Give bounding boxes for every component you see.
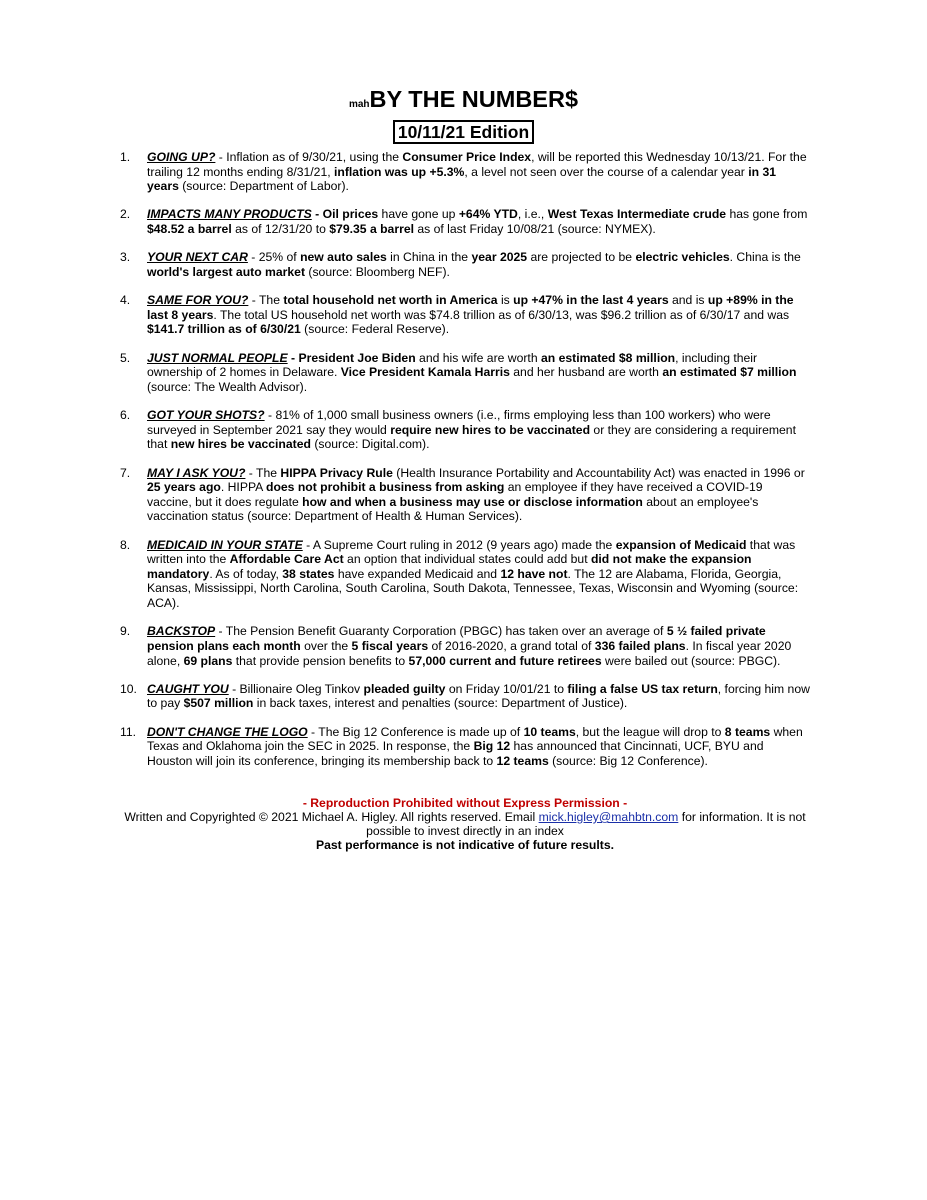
- item-heading: BACKSTOP: [147, 624, 216, 639]
- item-text-bold: up +47% in the last 4 years: [513, 293, 669, 308]
- item-text: as of last Friday 10/08/21 (source: NYMEX).: [413, 222, 656, 237]
- copyright-line: [120, 810, 810, 838]
- item-text: . China is the: [729, 250, 801, 265]
- item-text: an employee if they have received a COVID-19 vaccine, but it does regulate: [147, 480, 763, 509]
- item-text-bold: did not make the expansion mandatory: [147, 552, 752, 581]
- item-text-bold: 12 teams: [496, 753, 549, 768]
- item-text: - The: [248, 293, 284, 308]
- item-text-bold: filing a false US tax return: [567, 681, 718, 696]
- item-text: in China in the: [386, 250, 472, 265]
- copyright-suffix: for information. It is not possible to invest directly in an index: [366, 810, 806, 838]
- list-item: [120, 408, 810, 452]
- item-text-bold: 25 years ago: [147, 480, 221, 495]
- item-text-bold: President Joe Biden: [298, 350, 416, 365]
- item-text-bold: 5 ½ failed private pension plans each month: [147, 624, 766, 653]
- item-text-bold: 69 plans: [183, 653, 233, 668]
- item-text-bold: how and when a business may use or disclose information: [302, 494, 643, 509]
- item-text: , will be reported this Wednesday 10/13/21. For the trailing 12 months ending 8/31/21,: [147, 150, 807, 179]
- item-heading: CAUGHT YOU: [147, 681, 229, 696]
- item-text: in back taxes, interest and penalties (source: Department of Justice).: [253, 696, 628, 711]
- item-text-bold: 8 teams: [724, 724, 771, 739]
- item-heading: YOUR NEXT CAR: [147, 250, 248, 265]
- list-item: [120, 682, 810, 711]
- item-text: about an employee's vaccination status (source: Department of Health & Human Services).: [147, 494, 759, 524]
- item-text: - 81% of 1,000 small business owners (i.e., firms employing less than 100 workers) who were surveyed in September 2021 say they would: [147, 408, 771, 437]
- item-text-bold: total household net worth in America: [283, 293, 498, 308]
- item-number: 6.: [120, 408, 131, 423]
- item-number: 8.: [120, 537, 131, 552]
- item-text-bold: Oil prices: [322, 207, 379, 222]
- item-text: on Friday 10/01/21 to: [445, 681, 568, 696]
- item-text: and is: [668, 293, 708, 308]
- item-text-bold: Consumer Price Index: [402, 150, 532, 164]
- title-text: BY THE NUMBER$: [369, 86, 579, 112]
- item-text: . As of today,: [209, 566, 283, 581]
- item-text: - 25% of: [247, 250, 301, 265]
- item-heading: DON'T CHANGE THE LOGO: [147, 724, 308, 739]
- item-heading: JUST NORMAL PEOPLE: [147, 350, 288, 365]
- item-text: . In fiscal year 2020 alone,: [147, 638, 792, 668]
- item-text: . HIPPA: [220, 480, 267, 495]
- item-number: 11.: [120, 724, 137, 739]
- item-number: 10.: [120, 681, 137, 696]
- item-text: an option that individual states could add but: [343, 552, 591, 567]
- item-text-bold: 12 have not: [500, 566, 568, 581]
- list-item: [120, 624, 810, 668]
- item-text: or they are considering a requirement that: [147, 422, 796, 452]
- item-text: is: [497, 293, 514, 308]
- item-heading: MEDICAID IN YOUR STATE: [147, 537, 303, 552]
- item-text-bold: require new hires to be vaccinated: [390, 422, 591, 437]
- item-text-bold: world's largest auto market: [147, 264, 305, 279]
- item-number: 1.: [120, 150, 131, 164]
- item-text-bold: $79.35 a barrel: [329, 222, 414, 237]
- item-text-bold: -: [287, 350, 299, 365]
- item-text: when Texas and Oklahoma join the SEC in 2025. In response, the: [147, 724, 803, 754]
- item-text-bold: does not prohibit a business from asking: [266, 480, 505, 495]
- item-number: 3.: [120, 250, 131, 265]
- item-number: 7.: [120, 465, 131, 480]
- item-text: have gone up: [378, 207, 459, 222]
- item-text: were bailed out (source: PBGC).: [601, 653, 781, 668]
- item-text: has gone from: [726, 207, 808, 222]
- item-text: - A Supreme Court ruling in 2012 (9 years ago) made the: [302, 537, 616, 552]
- brand-prefix: mah: [348, 99, 370, 110]
- item-text: (source: The Wealth Advisor).: [147, 379, 308, 394]
- item-text-bold: inflation was up +5.3%: [334, 164, 465, 179]
- item-text-bold: $141.7 trillion as of 6/30/21: [147, 322, 301, 337]
- item-heading: GOT YOUR SHOTS?: [147, 408, 265, 423]
- item-text: , i.e.,: [517, 207, 548, 222]
- footer: [120, 796, 810, 852]
- item-heading: MAY I ASK YOU?: [147, 465, 246, 480]
- item-number: 5.: [120, 350, 131, 365]
- list-item: [120, 293, 810, 337]
- item-text: (source: Big 12 Conference).: [548, 753, 708, 768]
- item-text-bold: Affordable Care Act: [229, 552, 344, 567]
- item-text: are projected to be: [527, 250, 636, 265]
- item-text-bold: up +89% in the last 8 years: [147, 293, 794, 322]
- item-text: have expanded Medicaid and: [334, 566, 501, 581]
- item-text-bold: 336 failed plans: [594, 638, 686, 653]
- item-text-bold: Vice President Kamala Harris: [340, 365, 510, 380]
- item-text: - The Big 12 Conference is made up of: [307, 724, 524, 739]
- item-text-bold: an estimated $7 million: [662, 365, 797, 380]
- item-heading: GOING UP?: [147, 150, 216, 164]
- item-number: 9.: [120, 624, 131, 639]
- item-text: , forcing him now to pay: [147, 681, 810, 711]
- performance-disclaimer: Past performance is not indicative of future results.: [316, 838, 614, 852]
- page-title: [0, 86, 927, 118]
- item-heading: IMPACTS MANY PRODUCTS: [147, 207, 312, 222]
- list-item: [120, 150, 810, 194]
- item-text-bold: expansion of Medicaid: [615, 537, 747, 552]
- list-item: [120, 250, 810, 279]
- item-text: (source: Department of Labor).: [178, 179, 349, 194]
- item-text: . The total US household net worth was $74.8 trillion as of 6/30/13, was $96.2 trillion as of 6/30/17 and was: [213, 307, 790, 322]
- item-text-bold: $507 million: [183, 696, 254, 711]
- item-text-bold: 38 states: [282, 566, 335, 581]
- item-text: and her husband are worth: [509, 365, 663, 380]
- item-text: and his wife are worth: [415, 350, 541, 365]
- title-block: [0, 86, 927, 144]
- item-text: (source: Federal Reserve).: [300, 322, 450, 337]
- item-text: has announced that Cincinnati, UCF, BYU and Houston will join its conference, bringing its membership back to: [147, 739, 764, 768]
- item-text: as of 12/31/20 to: [231, 222, 330, 237]
- item-text: - The Pension Benefit Guaranty Corporation (PBGC) has taken over an average of: [215, 624, 667, 639]
- email-link[interactable]: mick.higley@mahbtn.com: [538, 810, 679, 824]
- list-item: [120, 207, 810, 236]
- list-item: [120, 538, 810, 611]
- item-text-bold: new auto sales: [300, 250, 387, 265]
- item-text-bold: new hires be vaccinated: [170, 437, 311, 452]
- item-text: (source: Bloomberg NEF).: [305, 264, 450, 279]
- item-text-bold: year 2025: [471, 250, 528, 265]
- item-text: - Inflation as of 9/30/21, using the: [215, 150, 403, 164]
- copyright-prefix: Written and Copyrighted © 2021 Michael A. Higley. All rights reserved. Email: [124, 810, 539, 824]
- item-text-bold: 5 fiscal years: [351, 638, 429, 653]
- item-text: that provide pension benefits to: [232, 653, 409, 668]
- item-text: , a level not seen over the course of a calendar year: [464, 164, 749, 179]
- item-text: - Billionaire Oleg Tinkov: [228, 681, 364, 696]
- item-text-bold: 57,000 current and future retirees: [408, 653, 602, 668]
- item-text-bold: +64% YTD: [458, 207, 518, 222]
- item-text: that was written into the: [147, 537, 796, 567]
- item-text: (source: Digital.com).: [310, 437, 430, 452]
- item-text-bold: Big 12: [473, 739, 511, 754]
- item-text-bold: an estimated $8 million: [540, 350, 676, 365]
- item-text-bold: 10 teams: [523, 724, 576, 739]
- reproduction-warning: - Reproduction Prohibited without Express Permission -: [302, 796, 628, 810]
- item-text: of 2016-2020, a grand total of: [428, 638, 595, 653]
- item-text-bold: HIPPA Privacy Rule: [280, 465, 393, 480]
- item-text-bold: pleaded guilty: [363, 681, 446, 696]
- item-text: over the: [300, 638, 352, 653]
- item-text: , but the league will drop to: [575, 724, 725, 739]
- list-item: [120, 466, 810, 524]
- list-item: [120, 725, 810, 769]
- item-text: (Health Insurance Portability and Accountability Act) was enacted in 1996 or: [392, 465, 805, 480]
- list-item: [120, 351, 810, 395]
- item-number: 4.: [120, 293, 131, 308]
- item-text: , including their ownership of 2 homes in Delaware.: [147, 350, 758, 380]
- item-text-bold: in 31 years: [147, 164, 777, 194]
- item-heading: SAME FOR YOU?: [147, 293, 249, 308]
- item-text-bold: electric vehicles: [635, 250, 730, 265]
- item-text-bold: -: [311, 207, 323, 222]
- item-text-bold: West Texas Intermediate crude: [547, 207, 727, 222]
- item-number: 2.: [120, 207, 131, 222]
- item-text: . The 12 are Alabama, Florida, Georgia, Kansas, Mississippi, North Carolina, South Carolina, South Dakota, Tennessee, Texas, Wisconsin and Wyoming (source: ACA).: [147, 566, 799, 611]
- edition-badge: 10/11/21 Edition: [393, 120, 534, 144]
- item-text-bold: $48.52 a barrel: [147, 222, 232, 237]
- item-text: - The: [245, 465, 281, 480]
- items-list: [120, 150, 810, 782]
